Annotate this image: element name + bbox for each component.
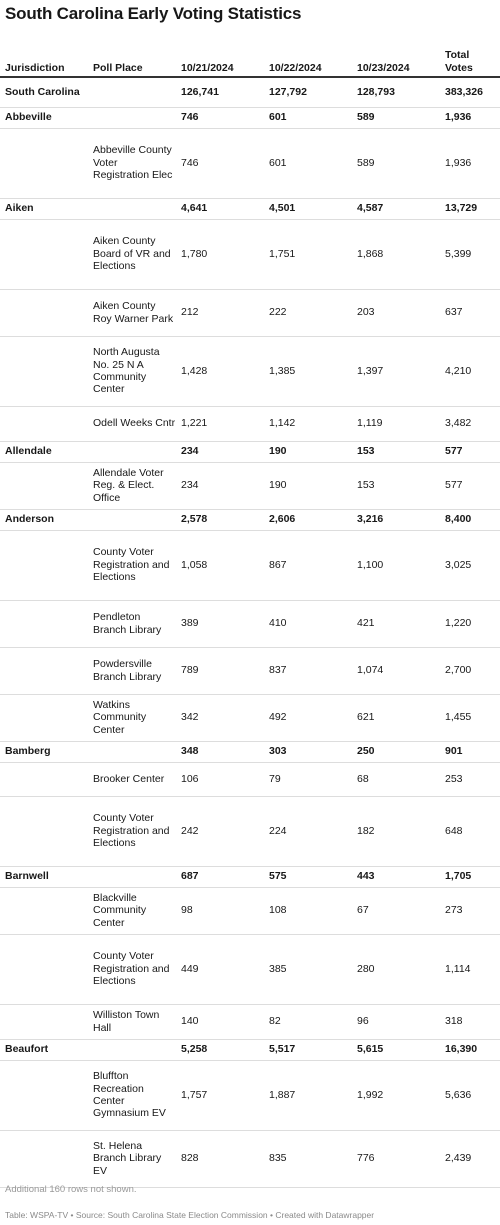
date-3-cell: 1,119 xyxy=(352,406,440,441)
jurisdiction-cell xyxy=(0,762,88,796)
date-1-cell: 106 xyxy=(176,762,264,796)
date-1-cell: 126,741 xyxy=(176,77,264,107)
poll-place-cell xyxy=(88,441,176,462)
date-3-cell: 421 xyxy=(352,600,440,647)
date-1-cell: 1,428 xyxy=(176,336,264,406)
table-row xyxy=(0,289,500,336)
date-3-cell: 776 xyxy=(352,1130,440,1187)
date-3-cell: 1,397 xyxy=(352,336,440,406)
date-3-cell: 96 xyxy=(352,1004,440,1039)
total-votes-cell: 577 xyxy=(440,441,500,462)
poll-place-cell xyxy=(88,741,176,762)
poll-place-cell xyxy=(88,77,176,107)
poll-place-cell: Allendale Voter Reg. & Elect. Office xyxy=(88,462,176,509)
date-1-cell: 1,221 xyxy=(176,406,264,441)
date-2-cell: 108 xyxy=(264,887,352,934)
aggregate-row xyxy=(0,866,500,887)
date-2-cell: 1,385 xyxy=(264,336,352,406)
source-credit: Table: WSPA-TV • Source: South Carolina State Election Commission • Created with Datawrapper xyxy=(5,1210,375,1220)
date-1-cell: 1,780 xyxy=(176,219,264,289)
aggregate-row xyxy=(0,741,500,762)
table-row xyxy=(0,336,500,406)
date-2-cell: 492 xyxy=(264,694,352,741)
column-header-poll-place[interactable]: Poll Place xyxy=(88,42,176,77)
total-votes-cell: 16,390 xyxy=(440,1039,500,1060)
date-2-cell: 190 xyxy=(264,441,352,462)
table-row xyxy=(0,887,500,934)
poll-place-cell xyxy=(88,1039,176,1060)
date-2-cell: 79 xyxy=(264,762,352,796)
date-3-cell: 68 xyxy=(352,762,440,796)
jurisdiction-cell xyxy=(0,530,88,600)
voting-table xyxy=(0,42,500,1188)
date-1-cell: 2,578 xyxy=(176,509,264,530)
column-header-date-1[interactable]: 10/21/2024 xyxy=(176,42,264,77)
date-2-cell: 1,887 xyxy=(264,1060,352,1130)
poll-place-cell: Aiken County Roy Warner Park xyxy=(88,289,176,336)
total-votes-cell: 1,936 xyxy=(440,107,500,128)
poll-place-cell: Abbeville County Voter Registration Elec xyxy=(88,128,176,198)
date-3-cell: 203 xyxy=(352,289,440,336)
date-1-cell: 212 xyxy=(176,289,264,336)
jurisdiction-cell xyxy=(0,1130,88,1187)
date-3-cell: 280 xyxy=(352,934,440,1004)
aggregate-row xyxy=(0,441,500,462)
aggregate-row xyxy=(0,198,500,219)
poll-place-cell: Williston Town Hall xyxy=(88,1004,176,1039)
date-2-cell: 2,606 xyxy=(264,509,352,530)
total-votes-cell: 8,400 xyxy=(440,509,500,530)
date-1-cell: 98 xyxy=(176,887,264,934)
date-2-cell: 837 xyxy=(264,647,352,694)
jurisdiction-cell xyxy=(0,694,88,741)
total-votes-cell: 13,729 xyxy=(440,198,500,219)
aggregate-row xyxy=(0,509,500,530)
date-1-cell: 5,258 xyxy=(176,1039,264,1060)
column-header-date-3[interactable]: 10/23/2024 xyxy=(352,42,440,77)
total-votes-cell: 901 xyxy=(440,741,500,762)
jurisdiction-cell xyxy=(0,887,88,934)
jurisdiction-cell: South Carolina xyxy=(0,77,88,107)
date-1-cell: 746 xyxy=(176,107,264,128)
jurisdiction-cell xyxy=(0,1004,88,1039)
date-2-cell: 224 xyxy=(264,796,352,866)
date-3-cell: 250 xyxy=(352,741,440,762)
date-1-cell: 1,757 xyxy=(176,1060,264,1130)
date-1-cell: 746 xyxy=(176,128,264,198)
date-2-cell: 127,792 xyxy=(264,77,352,107)
total-votes-cell: 253 xyxy=(440,762,500,796)
jurisdiction-cell xyxy=(0,406,88,441)
total-votes-cell: 2,700 xyxy=(440,647,500,694)
date-2-cell: 190 xyxy=(264,462,352,509)
jurisdiction-cell xyxy=(0,462,88,509)
date-2-cell: 82 xyxy=(264,1004,352,1039)
poll-place-cell: Watkins Community Center xyxy=(88,694,176,741)
total-votes-cell: 5,399 xyxy=(440,219,500,289)
poll-place-cell: County Voter Registration and Elections xyxy=(88,796,176,866)
table-row xyxy=(0,1130,500,1187)
total-votes-cell: 637 xyxy=(440,289,500,336)
date-1-cell: 140 xyxy=(176,1004,264,1039)
table-row xyxy=(0,530,500,600)
date-1-cell: 4,641 xyxy=(176,198,264,219)
date-1-cell: 1,058 xyxy=(176,530,264,600)
hidden-rows-note: Additional 160 rows not shown. xyxy=(5,1184,137,1195)
date-1-cell: 234 xyxy=(176,462,264,509)
table-row xyxy=(0,406,500,441)
date-3-cell: 1,868 xyxy=(352,219,440,289)
table-row xyxy=(0,694,500,741)
date-3-cell: 153 xyxy=(352,462,440,509)
date-2-cell: 4,501 xyxy=(264,198,352,219)
table-row xyxy=(0,1004,500,1039)
jurisdiction-cell xyxy=(0,647,88,694)
total-votes-cell: 2,439 xyxy=(440,1130,500,1187)
total-votes-cell: 1,705 xyxy=(440,866,500,887)
jurisdiction-cell xyxy=(0,289,88,336)
date-3-cell: 153 xyxy=(352,441,440,462)
jurisdiction-cell: Allendale xyxy=(0,441,88,462)
jurisdiction-cell xyxy=(0,336,88,406)
total-votes-cell: 3,482 xyxy=(440,406,500,441)
poll-place-cell: County Voter Registration and Elections xyxy=(88,530,176,600)
date-2-cell: 1,751 xyxy=(264,219,352,289)
date-2-cell: 410 xyxy=(264,600,352,647)
date-1-cell: 687 xyxy=(176,866,264,887)
date-2-cell: 867 xyxy=(264,530,352,600)
date-1-cell: 234 xyxy=(176,441,264,462)
voting-table-container[interactable] xyxy=(0,42,483,1188)
date-3-cell: 1,100 xyxy=(352,530,440,600)
jurisdiction-cell xyxy=(0,128,88,198)
date-2-cell: 5,517 xyxy=(264,1039,352,1060)
poll-place-cell: Aiken County Board of VR and Elections xyxy=(88,219,176,289)
jurisdiction-cell xyxy=(0,219,88,289)
date-3-cell: 443 xyxy=(352,866,440,887)
jurisdiction-cell: Beaufort xyxy=(0,1039,88,1060)
jurisdiction-cell: Aiken xyxy=(0,198,88,219)
date-3-cell: 128,793 xyxy=(352,77,440,107)
table-row xyxy=(0,934,500,1004)
date-2-cell: 222 xyxy=(264,289,352,336)
date-1-cell: 389 xyxy=(176,600,264,647)
table-row xyxy=(0,762,500,796)
date-2-cell: 575 xyxy=(264,866,352,887)
table-title: South Carolina Early Voting Statistics xyxy=(5,4,302,23)
jurisdiction-cell xyxy=(0,934,88,1004)
jurisdiction-cell: Anderson xyxy=(0,509,88,530)
table-row xyxy=(0,462,500,509)
total-votes-cell: 1,455 xyxy=(440,694,500,741)
jurisdiction-cell: Barnwell xyxy=(0,866,88,887)
poll-place-cell: Odell Weeks Cntr xyxy=(88,406,176,441)
poll-place-cell: Bluffton Recreation Center Gymnasium EV xyxy=(88,1060,176,1130)
total-votes-cell: 577 xyxy=(440,462,500,509)
table-header-row xyxy=(0,42,500,77)
column-header-total-votes[interactable]: Total Votes xyxy=(440,42,500,77)
total-votes-cell: 1,936 xyxy=(440,128,500,198)
jurisdiction-cell xyxy=(0,600,88,647)
jurisdiction-cell: Bamberg xyxy=(0,741,88,762)
total-votes-cell: 273 xyxy=(440,887,500,934)
total-votes-cell: 383,326 xyxy=(440,77,500,107)
date-2-cell: 385 xyxy=(264,934,352,1004)
total-votes-cell: 648 xyxy=(440,796,500,866)
date-2-cell: 601 xyxy=(264,107,352,128)
date-3-cell: 3,216 xyxy=(352,509,440,530)
date-1-cell: 348 xyxy=(176,741,264,762)
poll-place-cell xyxy=(88,198,176,219)
aggregate-row xyxy=(0,77,500,107)
date-1-cell: 449 xyxy=(176,934,264,1004)
table-row xyxy=(0,219,500,289)
table-row xyxy=(0,796,500,866)
total-votes-cell: 318 xyxy=(440,1004,500,1039)
jurisdiction-cell xyxy=(0,1060,88,1130)
date-2-cell: 303 xyxy=(264,741,352,762)
jurisdiction-cell xyxy=(0,796,88,866)
aggregate-row xyxy=(0,1039,500,1060)
date-1-cell: 342 xyxy=(176,694,264,741)
total-votes-cell: 1,114 xyxy=(440,934,500,1004)
table-row xyxy=(0,600,500,647)
poll-place-cell: Brooker Center xyxy=(88,762,176,796)
jurisdiction-cell: Abbeville xyxy=(0,107,88,128)
date-1-cell: 828 xyxy=(176,1130,264,1187)
date-3-cell: 5,615 xyxy=(352,1039,440,1060)
poll-place-cell xyxy=(88,509,176,530)
poll-place-cell xyxy=(88,107,176,128)
date-3-cell: 4,587 xyxy=(352,198,440,219)
table-row xyxy=(0,128,500,198)
poll-place-cell: North Augusta No. 25 N A Community Center xyxy=(88,336,176,406)
table-row xyxy=(0,647,500,694)
date-3-cell: 589 xyxy=(352,107,440,128)
date-2-cell: 835 xyxy=(264,1130,352,1187)
total-votes-cell: 1,220 xyxy=(440,600,500,647)
date-2-cell: 1,142 xyxy=(264,406,352,441)
total-votes-cell: 4,210 xyxy=(440,336,500,406)
table-row xyxy=(0,1060,500,1130)
date-3-cell: 1,992 xyxy=(352,1060,440,1130)
date-3-cell: 182 xyxy=(352,796,440,866)
date-1-cell: 789 xyxy=(176,647,264,694)
aggregate-row xyxy=(0,107,500,128)
column-header-jurisdiction[interactable]: Jurisdiction xyxy=(0,42,88,77)
poll-place-cell: St. Helena Branch Library EV xyxy=(88,1130,176,1187)
poll-place-cell: Pendleton Branch Library xyxy=(88,600,176,647)
date-3-cell: 621 xyxy=(352,694,440,741)
date-1-cell: 242 xyxy=(176,796,264,866)
column-header-date-2[interactable]: 10/22/2024 xyxy=(264,42,352,77)
date-2-cell: 601 xyxy=(264,128,352,198)
date-3-cell: 1,074 xyxy=(352,647,440,694)
poll-place-cell xyxy=(88,866,176,887)
poll-place-cell: County Voter Registration and Elections xyxy=(88,934,176,1004)
date-3-cell: 67 xyxy=(352,887,440,934)
date-3-cell: 589 xyxy=(352,128,440,198)
poll-place-cell: Blackville Community Center xyxy=(88,887,176,934)
total-votes-cell: 3,025 xyxy=(440,530,500,600)
total-votes-cell: 5,636 xyxy=(440,1060,500,1130)
poll-place-cell: Powdersville Branch Library xyxy=(88,647,176,694)
